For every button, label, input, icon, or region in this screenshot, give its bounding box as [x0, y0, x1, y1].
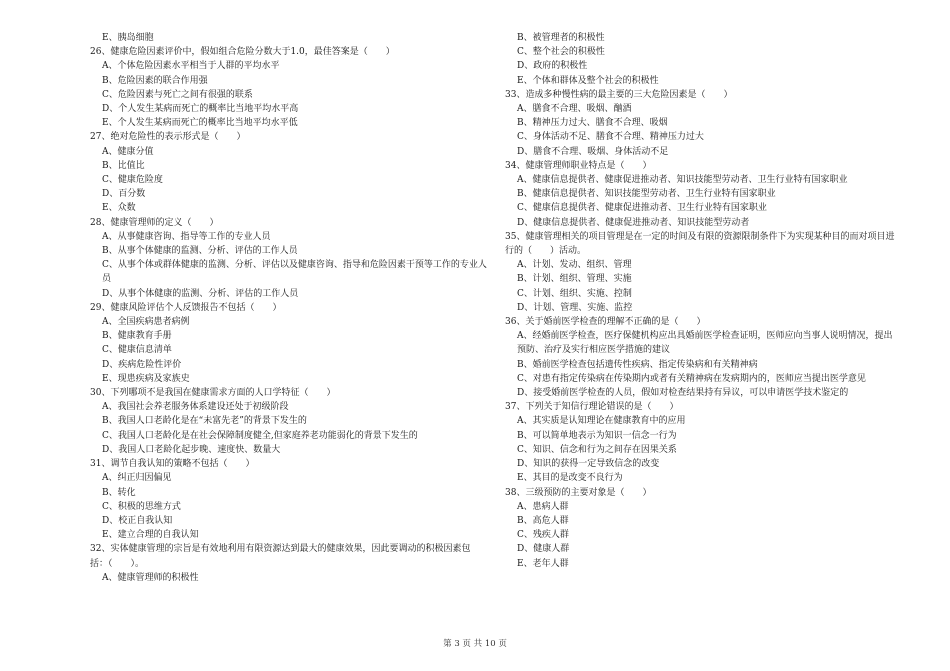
answer-option: D、知识的获得一定导致信念的改变 — [517, 459, 660, 470]
answer-option: C、身体活动不足、膳食不合理、精神压力过大 — [517, 132, 704, 143]
answer-option: B、危险因素的联合作用强 — [102, 75, 208, 86]
answer-option: C、残疾人群 — [517, 530, 569, 541]
question-stem: 37、下列关于知信行理论错误的是（ ） — [505, 402, 679, 413]
left-column — [90, 31, 488, 585]
answer-option: D、健康信息提供者、健康促进推动者、知识技能型劳动者 — [517, 217, 750, 228]
answer-option: D、接受婚前医学检查的人员，假如对检查结果持有异议，可以申请医学技术鉴定的 — [517, 388, 849, 399]
answer-option: E、老年人群 — [517, 558, 569, 569]
answer-option: C、积极的思维方式 — [102, 501, 181, 512]
question-stem: 33、造成多种慢性病的最主要的三大危险因素是（ ） — [505, 89, 733, 100]
answer-option: A、全国疾病患者病例 — [102, 317, 190, 328]
answer-option: A、健康信息提供者、健康促进推动者、知识技能型劳动者、卫生行业特有国家职业 — [517, 175, 848, 186]
answer-option: A、计划、发动、组织、管理 — [517, 260, 632, 271]
answer-option: B、从事个体健康的监测、分析、评估的工作人员 — [102, 246, 298, 257]
answer-option: D、疾病危险性评价 — [102, 359, 182, 370]
answer-option: C、我国人口老龄化是在社会保障制度健全,但家庭养老功能弱化的背景下发生的 — [102, 430, 418, 441]
answer-option: B、我国人口老龄化是在“未富先老”的背景下发生的 — [102, 416, 307, 427]
answer-option: A、从事健康咨询、指导等工作的专业人员 — [102, 231, 271, 242]
answer-option: A、纠正归因偏见 — [102, 473, 172, 484]
answer-option: B、健康教育手册 — [102, 331, 172, 342]
answer-option: D、计划、管理、实施、监控 — [517, 302, 633, 313]
answer-option: C、健康信息提供者、健康促进推动者、卫生行业特有国家职业 — [517, 203, 767, 214]
question-stem: 36、关于婚前医学检查的理解不正确的是（ ） — [505, 317, 706, 328]
answer-option: E、胰岛细胞 — [102, 33, 154, 43]
answer-option: E、个体和群体及整个社会的积极性 — [517, 75, 659, 86]
answer-option: A、个体危险因素水平相当于人群的平均水平 — [102, 61, 280, 72]
answer-option: C、健康信息清单 — [102, 345, 172, 356]
question-stem: 31、调节自我认知的策略不包括（ ） — [90, 459, 255, 470]
answer-option: A、经婚前医学检查，医疗保健机构应出具婚前医学检查证明，医师应向当事人说明情况，提出预防、治疗及实行相应医学措施的建议 — [517, 331, 893, 356]
answer-option: D、百分数 — [102, 189, 146, 200]
answer-option: B、比值比 — [102, 160, 145, 171]
question-stem: 32、实体健康管理的宗旨是有效地利用有限资源达到最大的健康效果，因此要调动的积极因素包括：（ ）。 — [90, 544, 471, 569]
answer-option: C、整个社会的积极性 — [517, 47, 605, 58]
question-stem: 28、健康管理师的定义（ ） — [90, 217, 219, 228]
answer-option: B、健康信息提供者、知识技能型劳动者、卫生行业特有国家职业 — [517, 189, 776, 200]
answer-option: A、健康管理师的积极性 — [102, 572, 199, 583]
answer-option: C、对患有指定传染病在传染期内或者有关精神病在发病期内的，医师应当提出医学意见 — [517, 373, 866, 384]
answer-option: D、从事个体健康的监测、分析、评估的工作人员 — [102, 288, 299, 299]
answer-option: B、计划、组织、管理、实施 — [517, 274, 632, 285]
answer-option: D、膳食不合理、吸烟、身体活动不足 — [517, 146, 669, 157]
answer-option: D、个人发生某病而死亡的概率比当地平均水平高 — [102, 104, 299, 115]
answer-option: C、计划、组织、实施、控制 — [517, 288, 632, 299]
answer-option: B、婚前医学检查包括遗传性疾病、指定传染病和有关精神病 — [517, 359, 758, 370]
answer-option: A、患病人群 — [517, 501, 569, 512]
answer-option: D、校正自我认知 — [102, 515, 173, 526]
answer-option: D、政府的积极性 — [517, 61, 588, 72]
question-stem: 29、健康风险评估个人反馈报告不包括（ ） — [90, 302, 282, 313]
answer-option: B、精神压力过大、膳食不合理、吸烟 — [517, 118, 668, 129]
answer-option: B、可以简单地表示为知识一信念一行为 — [517, 430, 677, 441]
answer-option: E、众数 — [102, 203, 136, 214]
answer-option: B、转化 — [102, 487, 136, 498]
answer-option: C、健康危险度 — [102, 175, 163, 186]
answer-option: A、其实质是认知理论在健康教育中的应用 — [517, 416, 686, 427]
answer-option: A、我国社会养老服务体系建设还处于初级阶段 — [102, 402, 289, 413]
answer-option: E、其目的是改变不良行为 — [517, 473, 623, 484]
answer-option: B、被管理者的积极性 — [517, 33, 605, 43]
right-column — [505, 31, 895, 571]
answer-option: E、个人发生某病而死亡的概率比当地平均水平低 — [102, 118, 298, 129]
answer-option: A、健康分值 — [102, 146, 154, 157]
question-stem: 35、健康管理相关的项目管理是在一定的时间及有限的资源限制条件下为实现某种目的而对项目进行的（ ）活动。 — [505, 231, 895, 257]
question-stem: 38、三级预防的主要对象是（ ） — [505, 487, 652, 498]
question-stem: 27、绝对危险性的表示形式是（ ） — [90, 132, 246, 143]
answer-option: D、我国人口老龄化起步晚、速度快、数量大 — [102, 444, 281, 455]
answer-option: B、高危人群 — [517, 515, 569, 526]
question-stem: 26、健康危险因素评价中，假如组合危险分数大于1.0，最佳答案是（ ） — [90, 47, 395, 58]
answer-option: C、知识、信念和行为之间存在因果关系 — [517, 444, 677, 455]
answer-option: E、现患疾病及家族史 — [102, 373, 190, 384]
answer-option: D、健康人群 — [517, 544, 570, 555]
answer-option: C、危险因素与死亡之间有很强的联系 — [102, 89, 253, 100]
question-stem: 30、下列哪项不是我国在健康需求方面的人口学特征（ ） — [90, 388, 336, 399]
answer-option: C、从事个体或群体健康的监测、分析、评估以及健康咨询、指导和危险因素干预等工作的专业人员 — [102, 260, 487, 285]
page-footer: 第 3 页 共 10 页 — [443, 639, 507, 649]
question-stem: 34、健康管理师职业特点是（ ） — [505, 160, 652, 171]
answer-option: A、膳食不合理、吸烟、酗酒 — [517, 104, 632, 115]
answer-option: E、建立合理的自我认知 — [102, 530, 199, 541]
